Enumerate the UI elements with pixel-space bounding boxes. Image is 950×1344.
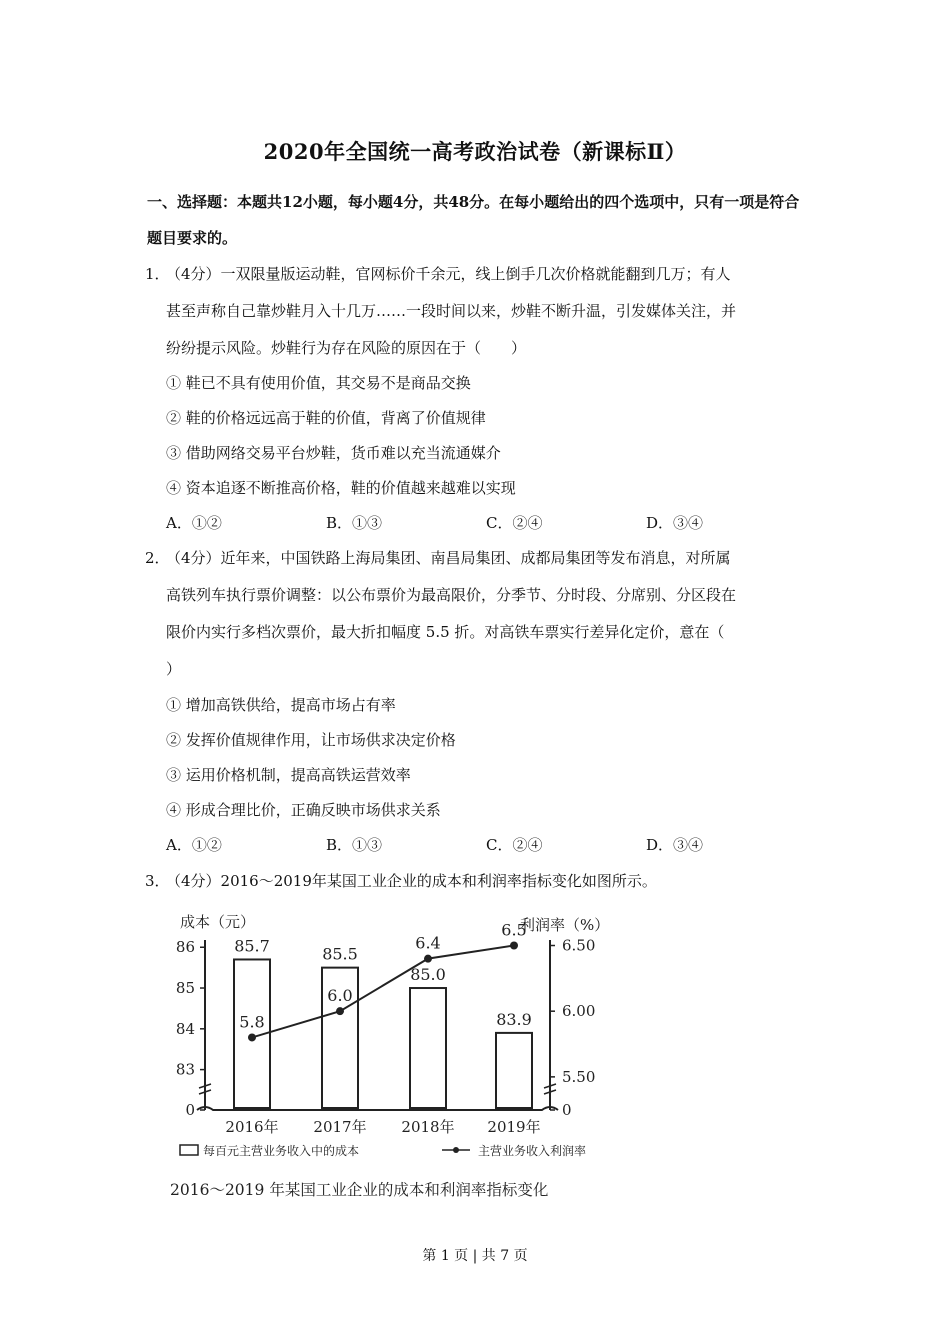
left-tick-label: 84 (175, 1019, 195, 1038)
bar-value-label: 85.0 (410, 965, 446, 985)
chart-categories (225, 1118, 540, 1136)
q2-line-2: 高铁列车执行票价调整：以公布票价为最高限价，分季节、分时段、分席别、分区段在 (166, 586, 737, 604)
right-tick-label: 0 (562, 1101, 572, 1119)
q1-line-1: （4分）一双限量版运动鞋，官网标价千余元，线上倒手几次价格就能翻到几万；有人 (166, 265, 731, 283)
q1-item-1: ① 鞋已不具有使用价值，其交易不是商品交换 (166, 374, 471, 392)
q2-line-1: （4分）近年来，中国铁路上海局集团、南昌局集团、成都局集团等发布消息，对所属 (166, 549, 731, 567)
legend-bar-label: 每百元主营业务收入中的成本 (203, 1144, 360, 1158)
q2-option-b[interactable]: B．①③ (326, 836, 383, 854)
q2-item-3: ③ 运用价格机制，提高高铁运营效率 (166, 766, 411, 784)
line-point (510, 942, 518, 950)
q3-number: 3． (145, 872, 170, 890)
page-title: 2020年全国统一高考政治试卷（新课标Ⅱ） (263, 139, 687, 164)
q1-item-4: ④ 资本追逐不断推高价格，鞋的价值越来越难以实现 (166, 479, 516, 497)
x-category-label: 2019年 (487, 1118, 541, 1136)
chart-line (239, 921, 526, 1042)
q2-item-2: ② 发挥价值规律作用，让市场供求决定价格 (166, 731, 456, 749)
right-tick-label: 5.50 (562, 1067, 596, 1086)
bar (496, 1033, 532, 1108)
line-value-label: 6.0 (327, 986, 353, 1006)
chart-title: 2016～2019 年某国工业企业的成本和利润率指标变化 (170, 1181, 549, 1199)
y-axis-left-label: 成本（元） (180, 913, 256, 931)
q2-item-4: ④ 形成合理比价，正确反映市场供求关系 (166, 801, 441, 819)
chart-legend (180, 1143, 586, 1158)
q2-line-3: 限价内实行多档次票价，最大折扣幅度 5.5 折。对高铁车票实行差异化定价，意在（ (166, 623, 725, 641)
q2-item-1: ① 增加高铁供给，提高市场占有率 (166, 696, 396, 714)
x-category-label: 2017年 (313, 1118, 367, 1136)
left-tick-label: 86 (175, 938, 195, 957)
section-heading: 一、选择题：本题共12小题，每小题4分，共48分。在每小题给出的四个选项中，只有一项是符合题目要求的。 (147, 193, 800, 247)
q1-option-d[interactable]: D．③④ (646, 514, 704, 532)
q2-option-d[interactable]: D．③④ (646, 836, 704, 854)
right-tick-label: 6.00 (562, 1002, 596, 1021)
q2-option-c[interactable]: C．②④ (486, 836, 543, 854)
q1-line-3: 纷纷提示风险。炒鞋行为存在风险的原因在于（ ） (166, 339, 527, 357)
q2-option-a[interactable]: A．①② (166, 836, 222, 854)
y-axis-right-label: 利润率（%） (520, 916, 610, 934)
line-point (336, 1007, 344, 1015)
chart-bars (234, 933, 532, 1108)
q1-option-a[interactable]: A．①② (166, 514, 222, 532)
bar-value-label: 85.7 (234, 936, 270, 956)
page-footer: 第 1 页 | 共 7 页 (422, 1248, 528, 1264)
chart-svg (170, 905, 630, 1205)
line-value-label: 6.4 (415, 933, 441, 953)
line-value-label: 6.5 (501, 920, 527, 940)
q1-item-2: ② 鞋的价格远远高于鞋的价值，背离了价值规律 (166, 409, 486, 427)
x-category-label: 2018年 (401, 1118, 455, 1136)
q1-option-b[interactable]: B．①③ (326, 514, 383, 532)
q2-number: 2． (145, 549, 170, 567)
legend-line-label: 主营业务收入利润率 (478, 1144, 587, 1158)
q2-line-4: ） (166, 660, 182, 678)
left-tick-label: 0 (185, 1101, 195, 1119)
profit-line (252, 946, 514, 1038)
q1-number: 1． (145, 265, 170, 283)
q2-options (166, 835, 726, 855)
q1-option-c[interactable]: C．②④ (486, 514, 543, 532)
line-point (248, 1033, 256, 1041)
q1-item-3: ③ 借助网络交易平台炒鞋，货币难以充当流通媒介 (166, 444, 501, 462)
bar-value-label: 83.9 (496, 1009, 532, 1029)
q3-line-1: （4分）2016～2019年某国工业企业的成本和利润率指标变化如图所示。 (166, 872, 657, 890)
line-point (424, 955, 432, 963)
left-tick-label: 85 (175, 979, 195, 998)
q1-line-2: 甚至声称自己靠炒鞋月入十几万……一段时间以来，炒鞋不断升温，引发媒体关注，并 (166, 302, 737, 320)
bar (410, 988, 446, 1108)
cost-profit-chart (170, 905, 630, 1205)
line-value-label: 5.8 (239, 1012, 265, 1032)
legend-line-marker (453, 1147, 459, 1153)
q1-options (166, 513, 726, 533)
legend-bar-swatch (180, 1145, 198, 1155)
left-tick-label: 83 (175, 1060, 195, 1079)
x-category-label: 2016年 (225, 1118, 279, 1136)
right-tick-label: 6.50 (562, 936, 596, 955)
bar-value-label: 85.5 (322, 944, 358, 964)
